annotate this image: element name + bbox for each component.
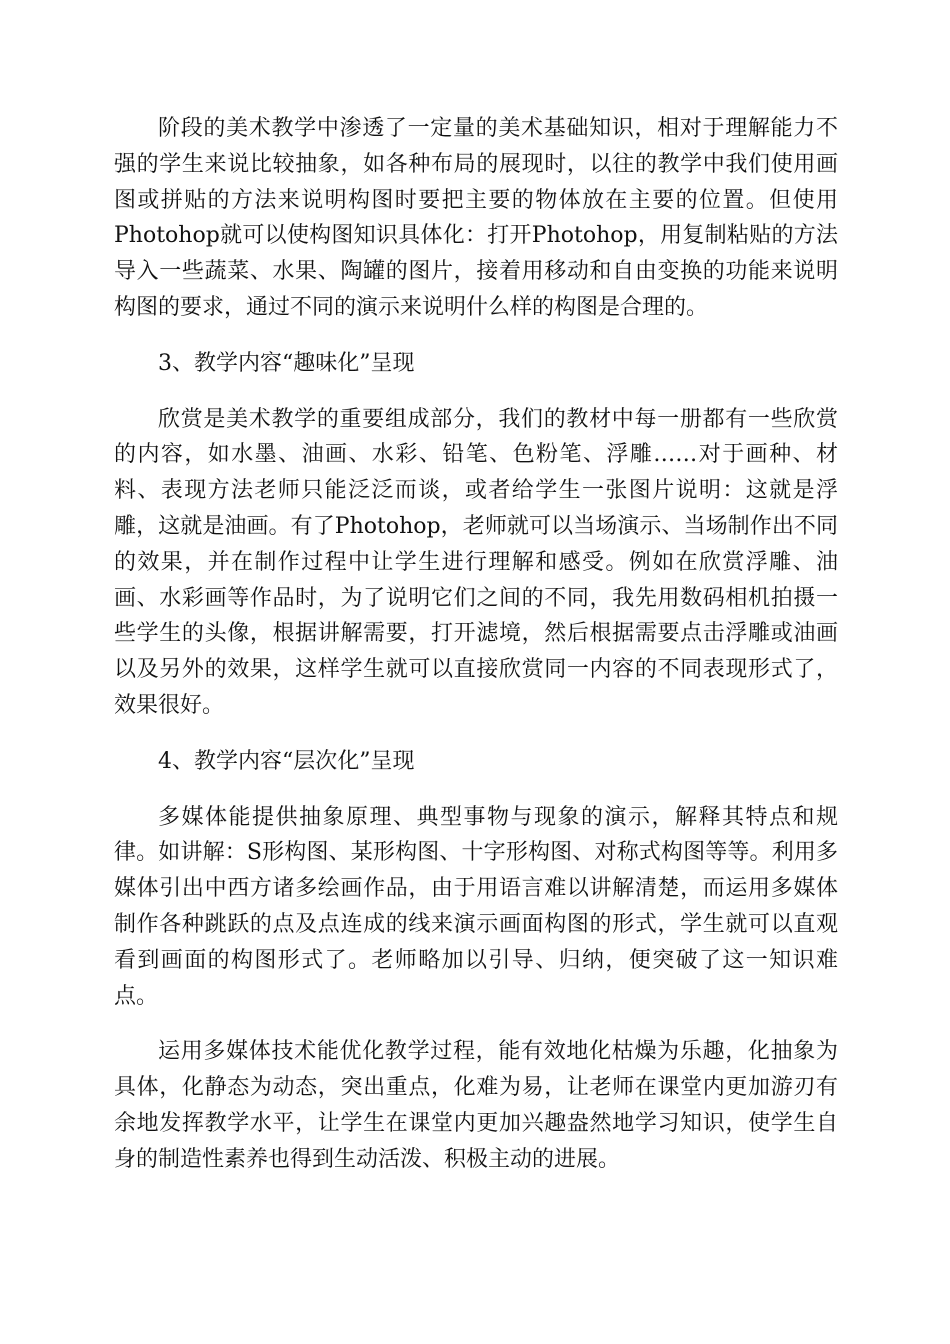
paragraph-multimedia: 多媒体能提供抽象原理、典型事物与现象的演示，解释其特点和规律。如讲解：S形构图、某形构图、十字形构图、对称式构图等等。利用多媒体引出中西方诸多绘画作品，由于用语言难以讲解清楚，而运用多媒体制作各种跳跃的点及点连成的线来演示画面构图的形式，学生就可以直观看到画面的构图形式了。老师略加以引导、归纳，便突破了这一知识难点。	[114, 804, 838, 1009]
paragraph-composition: 阶段的美术教学中渗透了一定量的美术基础知识，相对于理解能力不强的学生来说比较抽象，如各种布局的展现时，以往的教学中我们使用画图或拼贴的方法来说明构图时要把主要的物体放在主要的位置。但使用Photohop就可以使构图知识具体化：打开Photohop，用复制粘贴的方法导入一些蔬菜、水果、陶罐的图片，接着用移动和自由变换的功能来说明构图的要求，通过不同的演示来说明什么样的构图是合理的。	[114, 116, 838, 320]
section-heading-3: 3、教学内容“趣味化”呈现	[158, 350, 415, 376]
paragraph-conclusion: 运用多媒体技术能优化教学过程，能有效地化枯燥为乐趣，化抽象为具体，化静态为动态，突出重点，化难为易，让老师在课堂内更加游刃有余地发挥教学水平，让学生在课堂内更加兴趣盎然地学习知识，使学生自身的制造性素养也得到生动活泼、积极主动的进展。	[114, 1039, 838, 1172]
section-heading-4: 4、教学内容“层次化”呈现	[158, 748, 415, 774]
document-body	[114, 111, 838, 1178]
paragraph-appreciation: 欣赏是美术教学的重要组成部分，我们的教材中每一册都有一些欣赏的内容，如水墨、油画、水彩、铅笔、色粉笔、浮雕……对于画种、材料、表现方法老师只能泛泛而谈，或者给学生一张图片说明：这就是浮雕，这就是油画。有了Photohop，老师就可以当场演示、当场制作出不同的效果，并在制作过程中让学生进行理解和感受。例如在欣赏浮雕、油画、水彩画等作品时，为了说明它们之间的不同，我先用数码相机拍摄一些学生的头像，根据讲解需要，打开滤境，然后根据需要点击浮雕或油画以及另外的效果，这样学生就可以直接欣赏同一内容的不同表现形式了，效果很好。	[114, 406, 838, 718]
